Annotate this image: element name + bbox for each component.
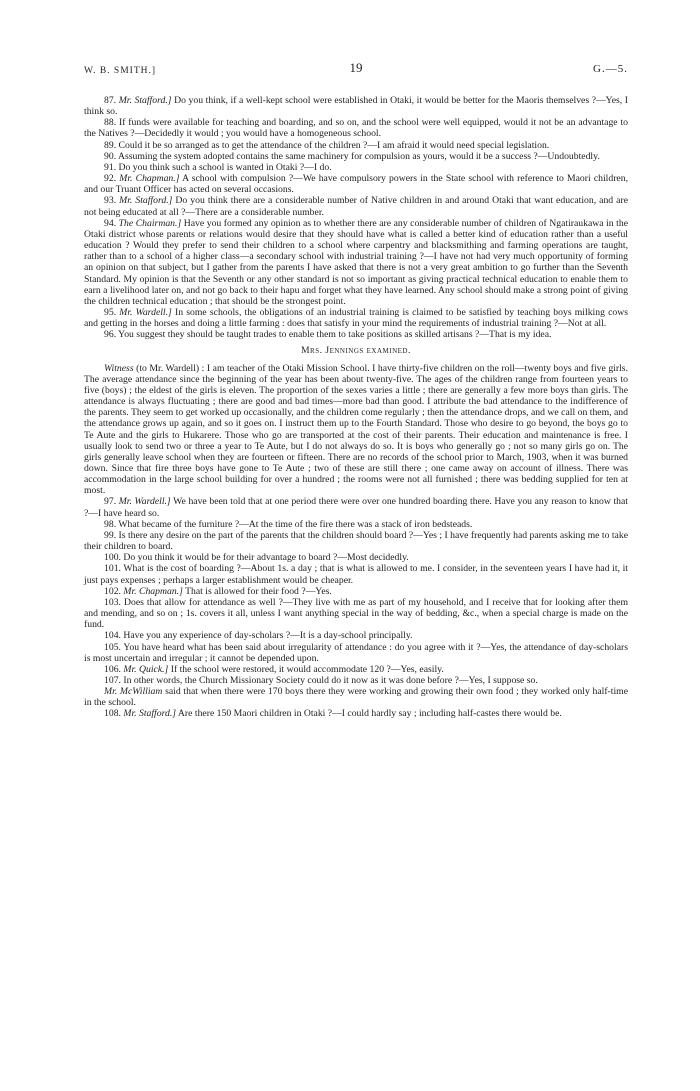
- testimony-paragraph: 87. Mr. Stafford.] Do you think, if a well-kept school were established in Otaki, it would be better for the Maoris themselves ?—Yes, I think so.: [84, 95, 629, 118]
- testimony-paragraph: 107. In other words, the Church Missionary Society could do it now as it was done before ?—Yes, I suppose so.: [104, 674, 538, 686]
- testimony-paragraph: 97. Mr. Wardell.] We have been told that at one period there were over one hundred boarding there. Have you any reason to know that ?—I have heard so.: [84, 496, 628, 519]
- testimony-paragraph: 91. Do you think such a school is wanted in Otaki ?—I do.: [104, 161, 332, 173]
- page-number: 19: [349, 60, 363, 75]
- testimony-paragraph: 106. Mr. Quick.] If the school were restored, it would accommodate 120 ?—Yes, easily.: [104, 663, 444, 675]
- section-heading: Mrs. Jennings examined.: [301, 346, 411, 357]
- statement-paragraph: Mr. McWilliam said that when there were 170 boys there they were working and growing their own food ; they worked only half-time in the school.: [84, 686, 628, 709]
- testimony-block-jennings: [84, 363, 628, 720]
- testimony-paragraph: 92. Mr. Chapman.] A school with compulsion ?—We have compulsory powers in the State school with reference to Maori children, and our Truant Officer has acted on several occasions.: [84, 173, 628, 196]
- testimony-paragraph: 103. Does that allow for attendance as well ?—They live with me as part of my household, and I receive that for looking after them and mending, and so on ; 1s. covers it all, unless I want anything special in the way of bedding, &c., when a special charge is made on the fund.: [84, 596, 628, 631]
- testimony-paragraph: 95. Mr. Wardell.] In some schools, the obligations of an industrial training is claimed to be satisfied by teaching boys milking cows and getting in the horses and doing a little farming : does that satisfy in your mind the requirements of industrial training ?—Not at all.: [84, 306, 629, 330]
- testimony-block-smith: [84, 95, 628, 340]
- testimony-paragraph: 93. Mr. Stafford.] Do you think there are a considerable number of Native children in and around Otaki that want education, and are not being educated at all ?—There are a considerable number.: [84, 195, 628, 218]
- testimony-paragraph: 108. Mr. Stafford.] Are there 150 Maori children in Otaki ?—I could hardly say ; including half-castes there would be.: [104, 708, 562, 720]
- testimony-paragraph: 90. Assuming the system adopted contains the same machinery for compulsion as yours, would it be a success ?—Undoubtedly.: [104, 150, 600, 162]
- testimony-paragraph: 94. The Chairman.] Have you formed any opinion as to whether there are any considerable number of children of Ngatiraukawa in the Otaki district whose parents or relations would desire that they should have what is called a better kind of education rather than a useful education ? Would they prefer to send their children to a school where carpentry and blacksmithing and farming operations are taught, rather than to a school of a higher class—a secondary school with industrial training ?—I have not had very much opportunity of forming an opinion on that subject, but I gather from the parents I have asked that there is not a very great ambition to go further than the Seventh Standard. My opinion is that the Seventh or any other standard is not so important as giving practical technical education to enable them to earn a livelihood later on, and not go back to their hapu and forget what they have learned. Any school should make a strong point of giving the children technical education ; that should be the strongest point.: [84, 217, 629, 307]
- testimony-paragraph: 89. Could it be so arranged as to get the attendance of the children ?—I am afraid it would need special legislation.: [104, 139, 550, 151]
- page-header: [84, 62, 628, 78]
- testimony-paragraph: 102. Mr. Chapman.] That is allowed for their food ?—Yes.: [104, 585, 332, 597]
- page-body: [84, 95, 628, 720]
- testimony-paragraph: 98. What became of the furniture ?—At the time of the fire there was a stack of iron bedsteads.: [104, 518, 473, 530]
- testimony-paragraph: 88. If funds were available for teaching and boarding, and so on, and the school were well equipped, would it not be an advantage to the Natives ?—Decidedly it would ; you would have a homogeneous school.: [84, 117, 628, 140]
- testimony-paragraph: 99. Is there any desire on the part of the parents that the children should board ?—Yes ; I have frequently had parents asking me to take their children to board.: [84, 529, 628, 553]
- testimony-paragraph: 96. You suggest they should be taught trades to enable them to take positions as skilled artisans ?—That is my idea.: [104, 329, 552, 341]
- testimony-paragraph: 104. Have you any experience of day-scholars ?—It is a day-school principally.: [104, 630, 413, 642]
- document-reference: G.—5.: [593, 63, 628, 75]
- testimony-paragraph: 100. Do you think it would be for their advantage to board ?—Most decidedly.: [104, 552, 409, 564]
- testimony-paragraph: 101. What is the cost of boarding ?—About 1s. a day ; that is what is allowed to me. I consider, in the seventeen years I have had it, it just pays expenses ; perhaps a larger establishment would be cheaper.: [84, 563, 628, 586]
- header-witness-name: W. B. SMITH.]: [84, 66, 157, 76]
- witness-statement: Witness (to Mr. Wardell) : I am teacher of the Otaki Mission School. I have thirty-five children on the roll—twenty boys and five girls. The average attendance since the beginning of the year has been about twenty-five. The ages of the children range from fourteen years to five (boys) ; the eldest of the girls is eleven. The proportion of the sexes varies a little ; there are generally a few more boys than girls. The attendance is always fluctuating ; there are good and bad times—more bad than good. I attribute the bad attendance to the indifference of the parents. They seem to get worked up occasionally, and the children come regularly ; then the attendance drops, and we call on them, and the attendance grows up again, and so it goes on. I instruct them up to the Fourth Standard. Those who desire to go beyond, the boys go to Te Aute and the girls to Hukarere. Those who go are transported at the cost of their parents. Their education and maintenance is free. I usually look to send two or three a year to Te Aute, but I do not always do so. It is boys who generally go ; not so many girls go on. The girls generally leave school when they are fourteen or fifteen. There are no records of the school prior to March, 1903, when it was burned down. Since that fire three boys have gone to Te Aute ; two of these are still there ; one came away on account of illness. There was accommodation in the large school building for over a hundred ; the rooms were not all furnished ; there was bedding supplied for ten at most.: [84, 362, 628, 497]
- testimony-paragraph: 105. You have heard what has been said about irregularity of attendance : do you agree with it ?—Yes, the attendance of day-scholars is most uncertain and irregular ; it cannot be depended upon.: [84, 641, 628, 664]
